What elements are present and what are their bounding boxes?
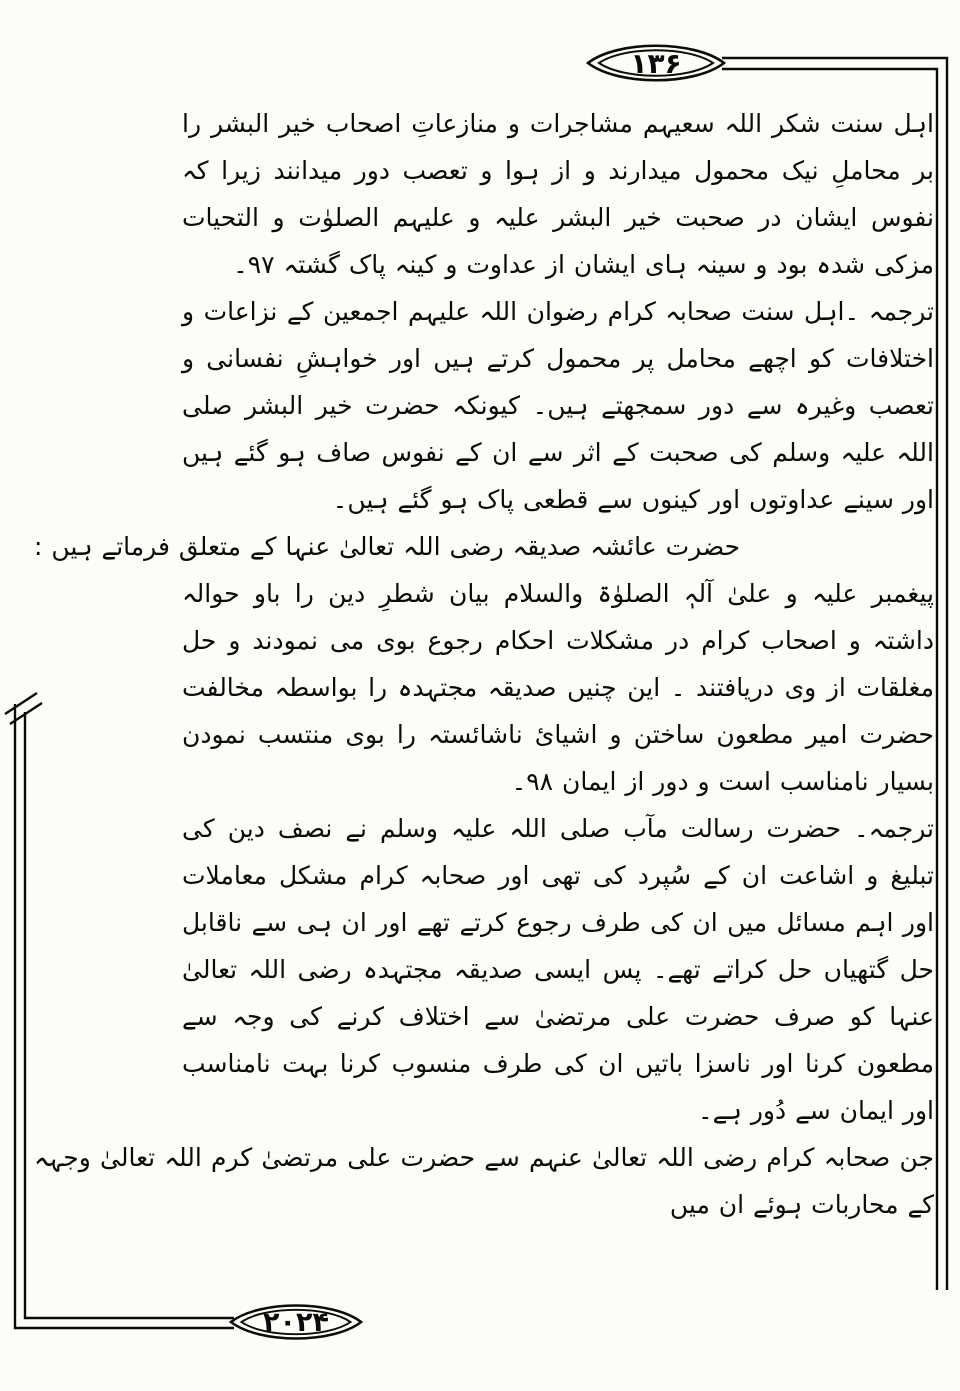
border-left-cap-1: [5, 693, 37, 714]
paragraph-translation-1: ترجمہ ۔اہل سنت صحابہ کرام رضوان اللہ علیہم اجمعین کے نزاعات و اختلافات کو اچھے محامل پر محمول کرتے ہیں اور خواہشِ نفسانی و تعصب وغیرہ سے دور سمجھتے ہیں۔ کیونکہ حضرت خیر البشر صلی اللہ علیہ وسلم کی صحبت کے اثر سے ان کے نفوس صاف ہو گئے ہیں اور سینے عداوتوں اور کینوں سے قطعی پاک ہو گئے ہیں۔: [182, 297, 934, 514]
page-number-cartouche-bottom: [228, 1294, 364, 1350]
paragraph-translation-2: ترجمہ۔ حضرت رسالت مآب صلی اللہ علیہ وسلم نے نصف دین کی تبلیغ و اشاعت ان کے سُپرد کی تھی اور صحابہ کرام مشکل معاملات اور اہم مسائل میں ان کی طرف رجوع کرتے تھے اور ان ہی سے ناقابل حل گتھیاں حل کراتے تھے۔ پس ایسی صدیقہ مجتہدہ رضی اللہ تعالیٰ عنہا کو صرف حضرت علی مرتضیٰ سے اختلاف کرنے کی وجہ سے مطعون کرنا اور ناسزا باتیں ان کی طرف منسوب کرنا بہت نامناسب اور ایمان سے دُور ہے۔: [182, 814, 934, 1125]
paragraph-lead-in: حضرت عائشہ صدیقہ رضی اللہ تعالیٰ عنہا کے متعلق فرماتے ہیں :: [34, 532, 741, 561]
page-number-top: ۱۳۶: [630, 46, 682, 80]
page-number-bottom: ۲۰۲۴: [263, 1306, 329, 1338]
page-number-cartouche-top: [585, 36, 727, 90]
paragraph-persian-quote-2: پیغمبر علیہ و علیٰ آلہٖ الصلوٰۃ والسلام بیان شطرِ دین را باو حوالہ داشتہ و اصحاب کرام در مشکلات احکام رجوع بوی می نمودند و حل مغلقات از وی دریافتند ۔ این چنیں صدیقہ مجتہدہ را بواسطہ مخالفت حضرت امیر مطعون ساختن و اشیایٔ ناشائستہ را بوی منتسب نمودن بسیار نامناسب است و دور از ایمان ۹۸۔: [182, 579, 934, 796]
text-block: [34, 100, 934, 1228]
paragraph-persian-quote-1: اہل سنت شکر اللہ سعیہم مشاجرات و منازعاتِ اصحاب خیر البشر را بر محاملِ نیک محمول میدارند و از ہوا و تعصب دور میدانند زیرا کہ نفوس ایشان در صحبت خیر البشر علیہ و علیہم الصلوٰت و التحیات مزکی شدہ بود و سینہ ہای ایشان از عداوت و کینہ پاک گشتہ ۹۷۔: [182, 109, 934, 279]
paragraph-closing-line: جن صحابہ کرام رضی اللہ تعالیٰ عنہم سے حضرت علی مرتضیٰ کرم اللہ تعالیٰ وجہہ کے محاربات ہوئے ان میں: [34, 1143, 934, 1219]
